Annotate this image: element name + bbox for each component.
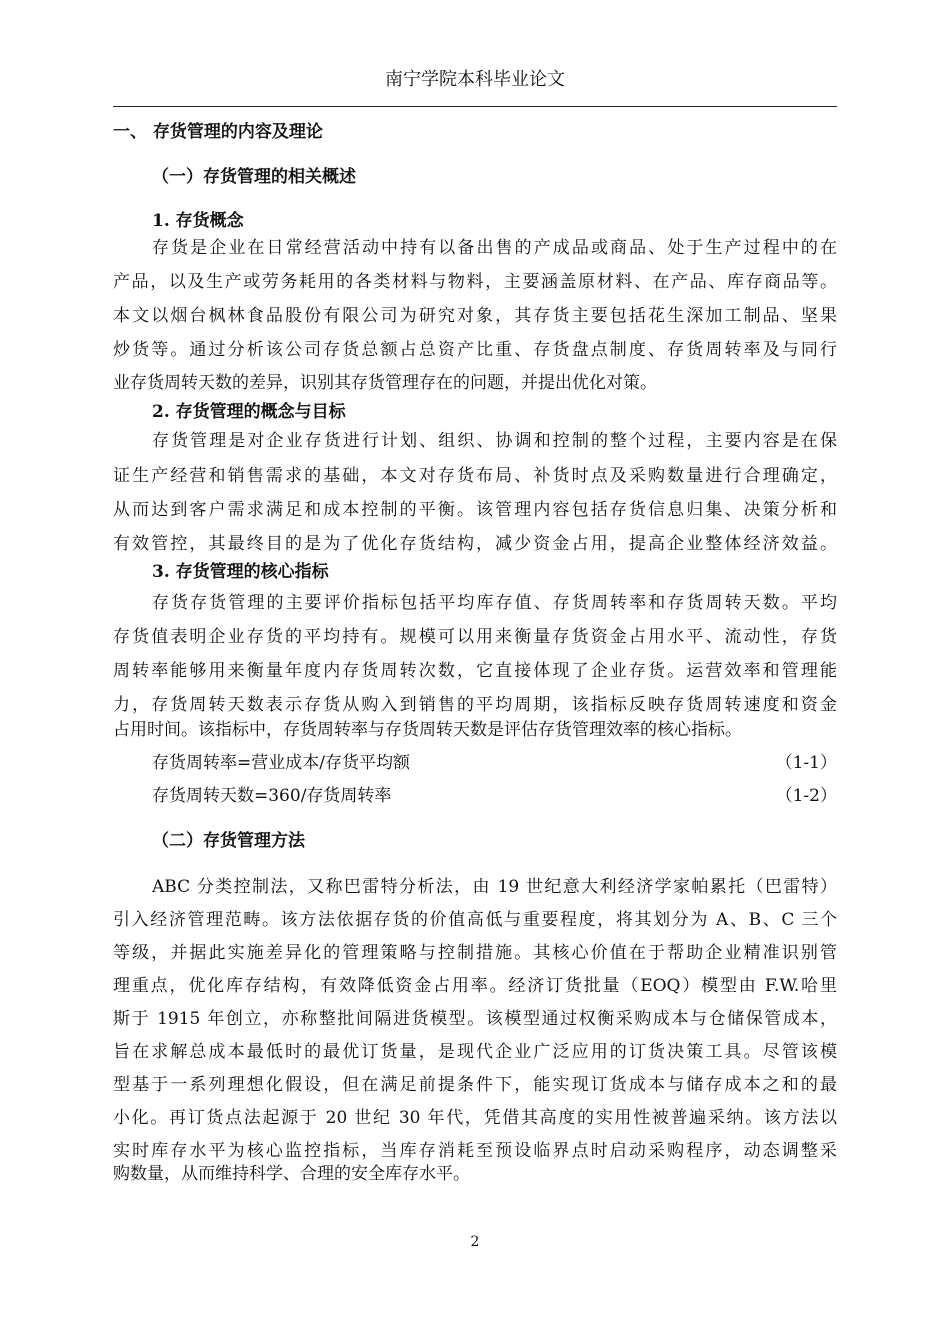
paragraph-line: 存货管理是对企业存货进行计划、组织、协调和控制的整个过程，主要内容是在保 xyxy=(152,431,837,451)
paragraph-line: 占用时间。该指标中，存货周转率与存货周转天数是评估存货管理效率的核心指标。 xyxy=(113,720,742,740)
paragraph-line: 型基于一系列理想化假设，但在满足前提条件下，能实现订货成本与储存成本之和的最 xyxy=(113,1075,837,1095)
item-heading-2: 2. 存货管理的概念与目标 xyxy=(152,402,346,422)
paragraph-line: ABC 分类控制法，又称巴雷特分析法，由 19 世纪意大利经济学家帕累托（巴雷特） xyxy=(152,877,837,897)
formula-text: 存货周转天数=360/存货周转率 xyxy=(152,786,392,806)
paragraph-line: 引入经济管理范畴。该方法依据存货的价值高低与重要程度，将其划分为 A、B、C 三个 xyxy=(113,910,837,930)
paragraph-line: 实时库存水平为核心监控指标，当库存消耗至预设临界点时启动采购程序，动态调整采 xyxy=(113,1141,837,1161)
paragraph-line: 本文以烟台枫林食品股份有限公司为研究对象，其存货主要包括花生深加工制品、坚果 xyxy=(113,306,837,326)
subsection-heading-1: （一）存货管理的相关概述 xyxy=(152,167,356,187)
item-heading-1: 1. 存货概念 xyxy=(152,211,244,231)
paragraph-line: 炒货等。通过分析该公司存货总额占总资产比重、存货盘点制度、存货周转率及与同行 xyxy=(113,340,837,360)
paragraph-line: 购数量，从而维持科学、合理的安全库存水平。 xyxy=(113,1164,470,1184)
paragraph-line: 斯于 1915 年创立，亦称整批间隔进货模型。该模型通过权衡采购成本与仓储保管成本， xyxy=(113,1009,837,1029)
formula-number: （1-1） xyxy=(775,753,837,773)
section-heading-1: 一、 存货管理的内容及理论 xyxy=(113,122,323,142)
paragraph-line: 有效管控，其最终目的是为了优化存货结构，减少资金占用，提高企业整体经济效益。 xyxy=(113,534,837,554)
paragraph-line: 业存货周转天数的差异，识别其存货管理存在的问题，并提出优化对策。 xyxy=(113,373,657,393)
paragraph-line: 存货值表明企业存货的平均持有。规模可以用来衡量存货资金占用水平、流动性，存货 xyxy=(113,627,837,647)
paragraph-line: 产品，以及生产或劳务耗用的各类材料与物料，主要涵盖原材料、在产品、库存商品等。 xyxy=(113,272,837,292)
subsection-heading-2: （二）存货管理方法 xyxy=(152,831,305,851)
paragraph-line: 理重点，优化库存结构，有效降低资金占用率。经济订货批量（EOQ）模型由 F.W.哈里 xyxy=(113,976,837,996)
paragraph-line: 周转率能够用来衡量年度内存货周转次数，它直接体现了企业存货。运营效率和管理能 xyxy=(113,661,837,681)
item-heading-3: 3. 存货管理的核心指标 xyxy=(152,562,329,582)
paragraph-line: 从而达到客户需求满足和成本控制的平衡。该管理内容包括存货信息归集、决策分析和 xyxy=(113,500,837,520)
paragraph-line: 旨在求解总成本最低时的最优订货量，是现代企业广泛应用的订货决策工具。尽管该模 xyxy=(113,1042,837,1062)
paragraph-line: 证生产经营和销售需求的基础，本文对存货布局、补货时点及采购数量进行合理确定， xyxy=(113,466,837,486)
formula-text: 存货周转率=营业成本/存货平均额 xyxy=(152,753,410,773)
paragraph-line: 存货是企业在日常经营活动中持有以备出售的产成品或商品、处于生产过程中的在 xyxy=(152,238,837,258)
formula-number: （1-2） xyxy=(775,786,837,806)
page-number: 2 xyxy=(470,1234,480,1250)
paragraph-line: 等级，并据此实施差异化的管理策略与控制措施。其核心价值在于帮助企业精准识别管 xyxy=(113,943,837,963)
paragraph-line: 力，存货周转天数表示存货从购入到销售的平均周期，该指标反映存货周转速度和资金 xyxy=(113,695,837,715)
paragraph-line: 小化。再订货点法起源于 20 世纪 30 年代，凭借其高度的实用性被普遍采纳。该方法以 xyxy=(113,1108,837,1128)
page-header-title: 南宁学院本科毕业论文 xyxy=(385,69,565,90)
header-rule xyxy=(113,106,837,107)
paragraph-line: 存货存货管理的主要评价指标包括平均库存值、存货周转率和存货周转天数。平均 xyxy=(152,593,837,613)
